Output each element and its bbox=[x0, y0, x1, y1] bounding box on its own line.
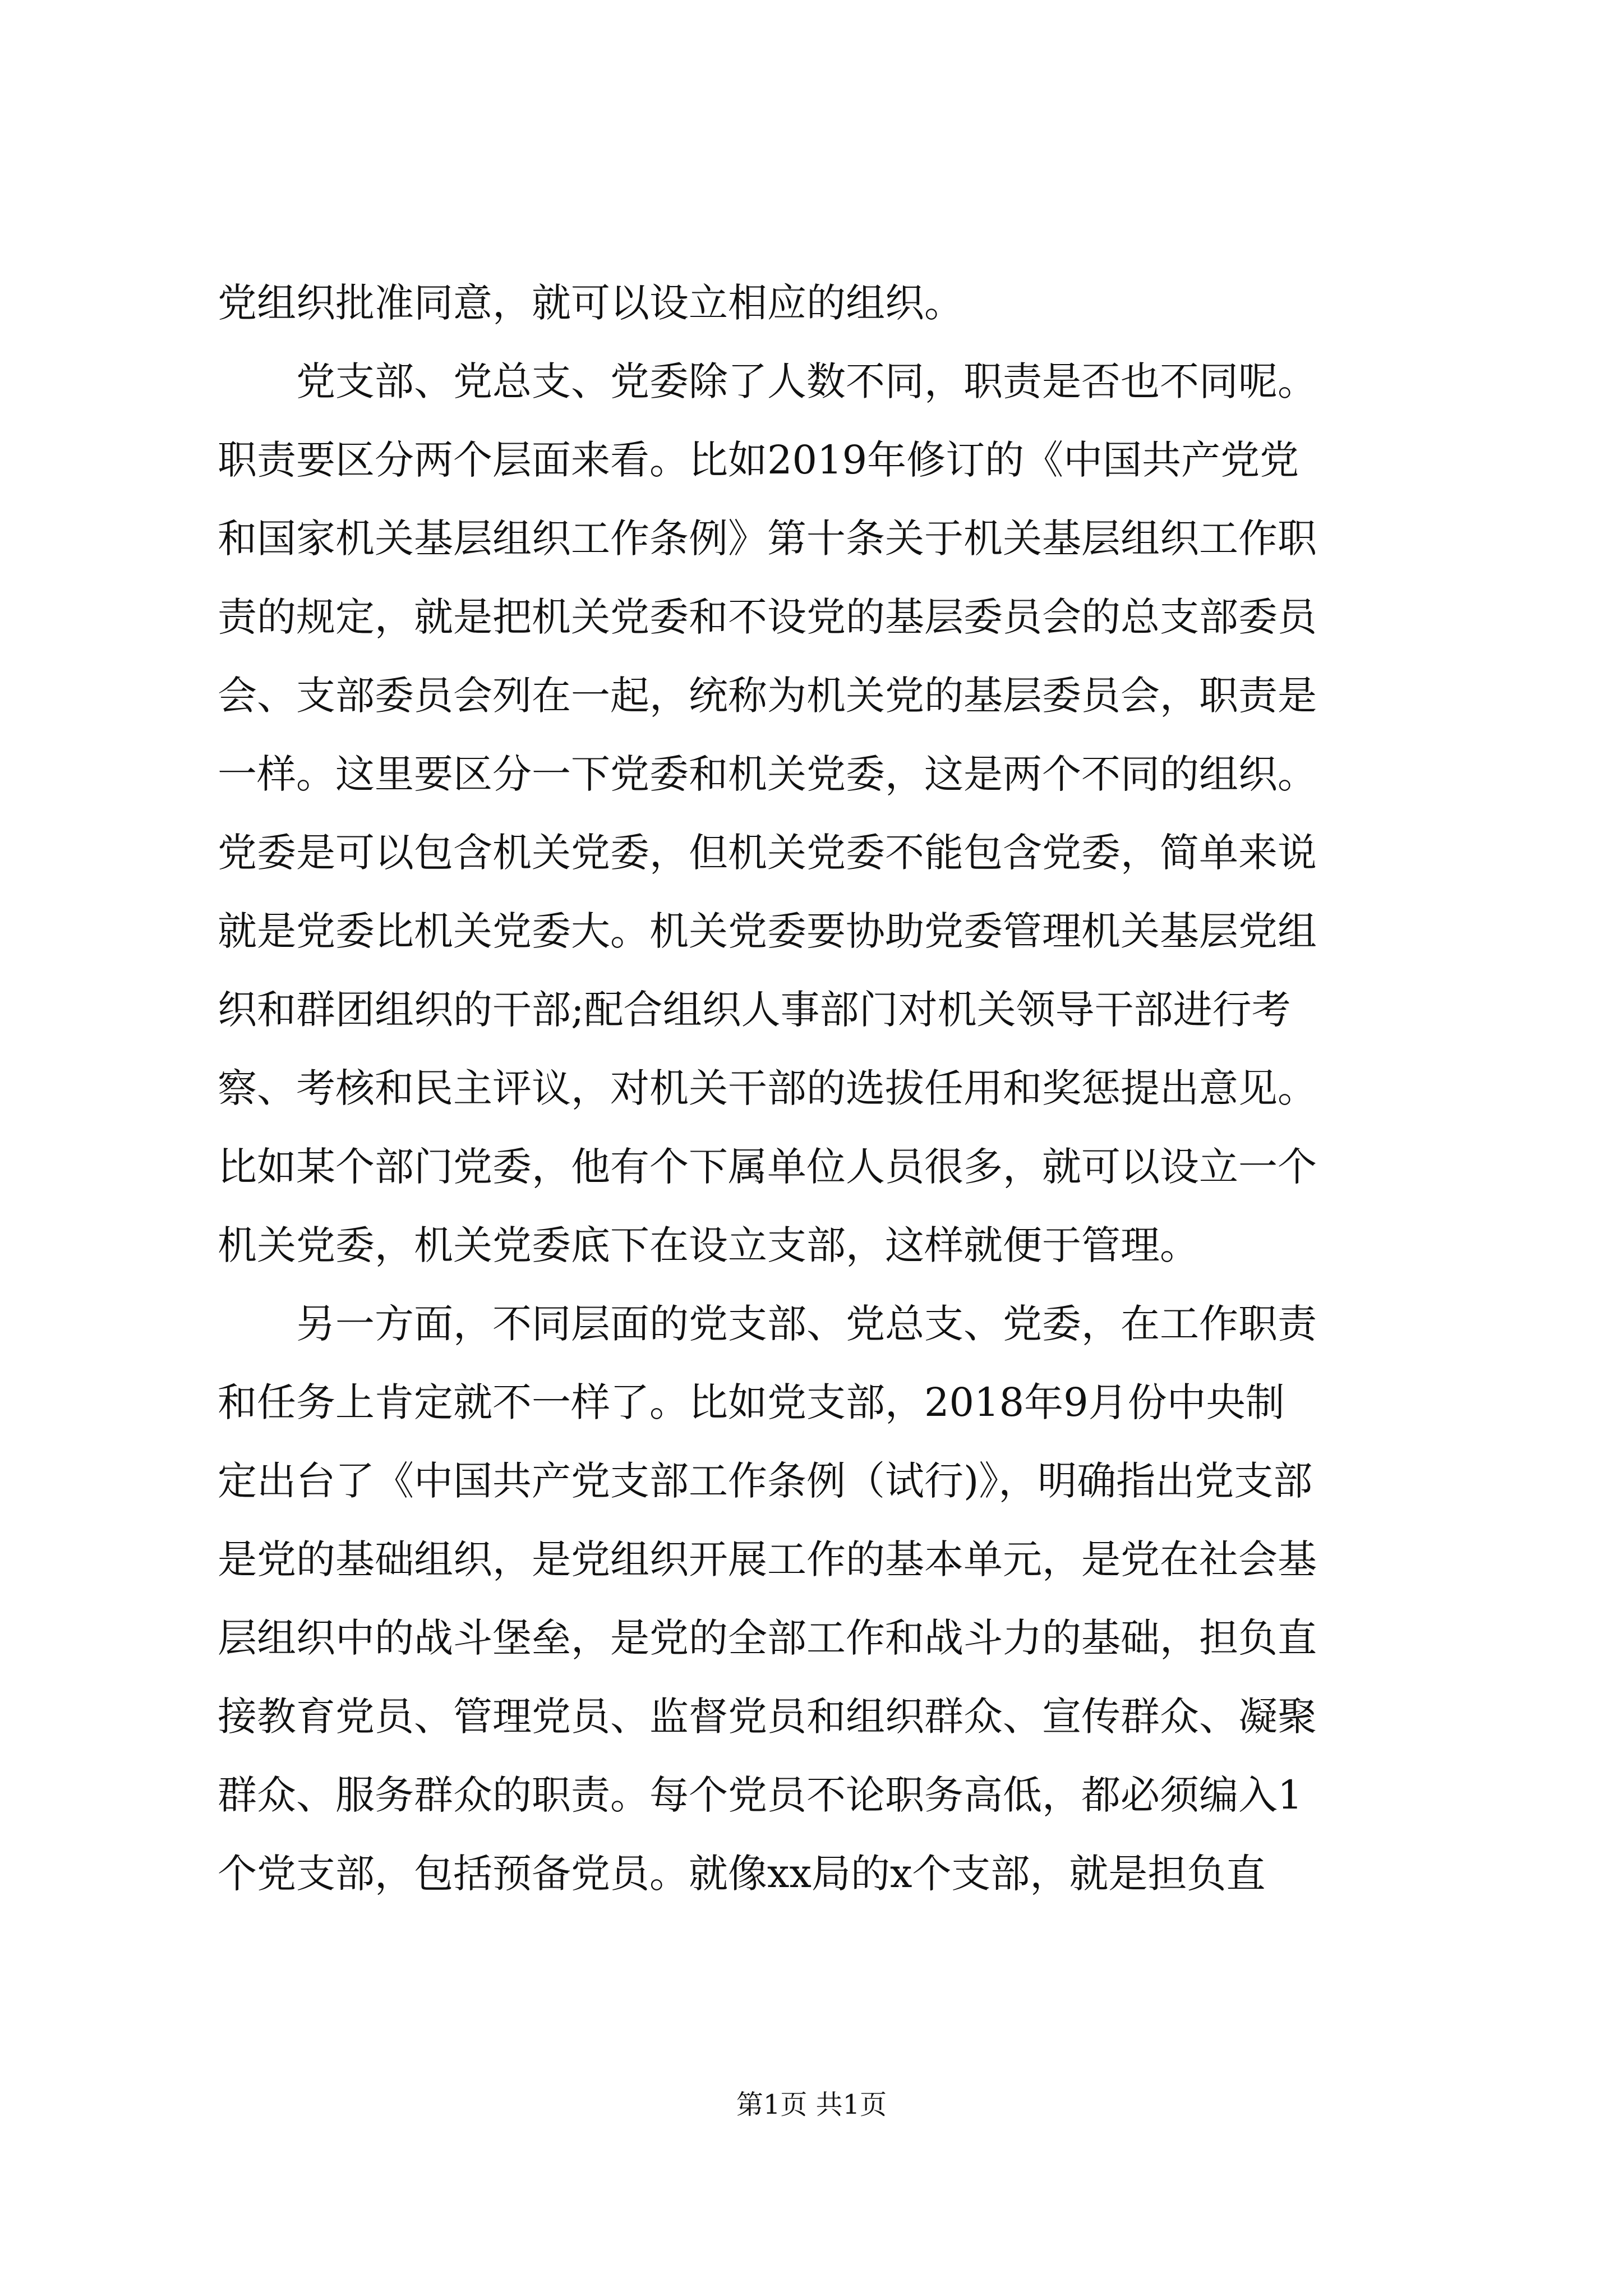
text-line: 机关党委，机关党委底下在设立支部，这样就便于管理。 bbox=[218, 1222, 1199, 1268]
text-line: 织和群团组织的干部;配合组织人事部门对机关领导干部进行考 bbox=[218, 987, 1291, 1033]
text-line: 个党支部，包括预备党员。就像xx局的x个支部，就是担负直 bbox=[218, 1851, 1266, 1897]
text-line: 党委是可以包含机关党委，但机关党委不能包含党委，简单来说 bbox=[218, 830, 1317, 876]
text-line: 察、考核和民主评议，对机关干部的选拔任用和奖惩提出意见。 bbox=[218, 1065, 1317, 1111]
text-line: 另一方面，不同层面的党支部、党总支、党委，在工作职责 bbox=[218, 1301, 1317, 1347]
text-line: 是党的基础组织，是党组织开展工作的基本单元，是党在社会基 bbox=[218, 1536, 1317, 1582]
text-line: 党组织批准同意，就可以设立相应的组织。 bbox=[218, 280, 963, 326]
text-line: 就是党委比机关党委大。机关党委要协助党委管理机关基层党组 bbox=[218, 908, 1317, 954]
text-line: 比如某个部门党委，他有个下属单位人员很多，就可以设立一个 bbox=[218, 1144, 1317, 1190]
text-line: 接教育党员、管理党员、监督党员和组织群众、宣传群众、凝聚 bbox=[218, 1694, 1317, 1740]
text-line: 责的规定，就是把机关党委和不设党的基层委员会的总支部委员 bbox=[218, 594, 1317, 640]
text-line: 职责要区分两个层面来看。比如2019年修订的《中国共产党党 bbox=[218, 437, 1299, 483]
text-line: 会、支部委员会列在一起，统称为机关党的基层委员会，职责是 bbox=[218, 673, 1317, 719]
text-line: 和国家机关基层组织工作条例》第十条关于机关基层组织工作职 bbox=[218, 516, 1317, 562]
text-line: 一样。这里要区分一下党委和机关党委，这是两个不同的组织。 bbox=[218, 751, 1317, 797]
text-line: 群众、服务群众的职责。每个党员不论职务高低，都必须编入1 bbox=[218, 1772, 1303, 1818]
text-line: 定出台了《中国共产党支部工作条例（试行)》，明确指出党支部 bbox=[218, 1458, 1313, 1504]
text-line: 层组织中的战斗堡垒，是党的全部工作和战斗力的基础，担负直 bbox=[218, 1615, 1317, 1661]
page-footer: 第1页 共1页 bbox=[736, 2089, 887, 2120]
text-line: 党支部、党总支、党委除了人数不同，职责是否也不同呢。 bbox=[218, 358, 1317, 404]
text-line: 和任务上肯定就不一样了。比如党支部，2018年9月份中央制 bbox=[218, 1379, 1285, 1425]
